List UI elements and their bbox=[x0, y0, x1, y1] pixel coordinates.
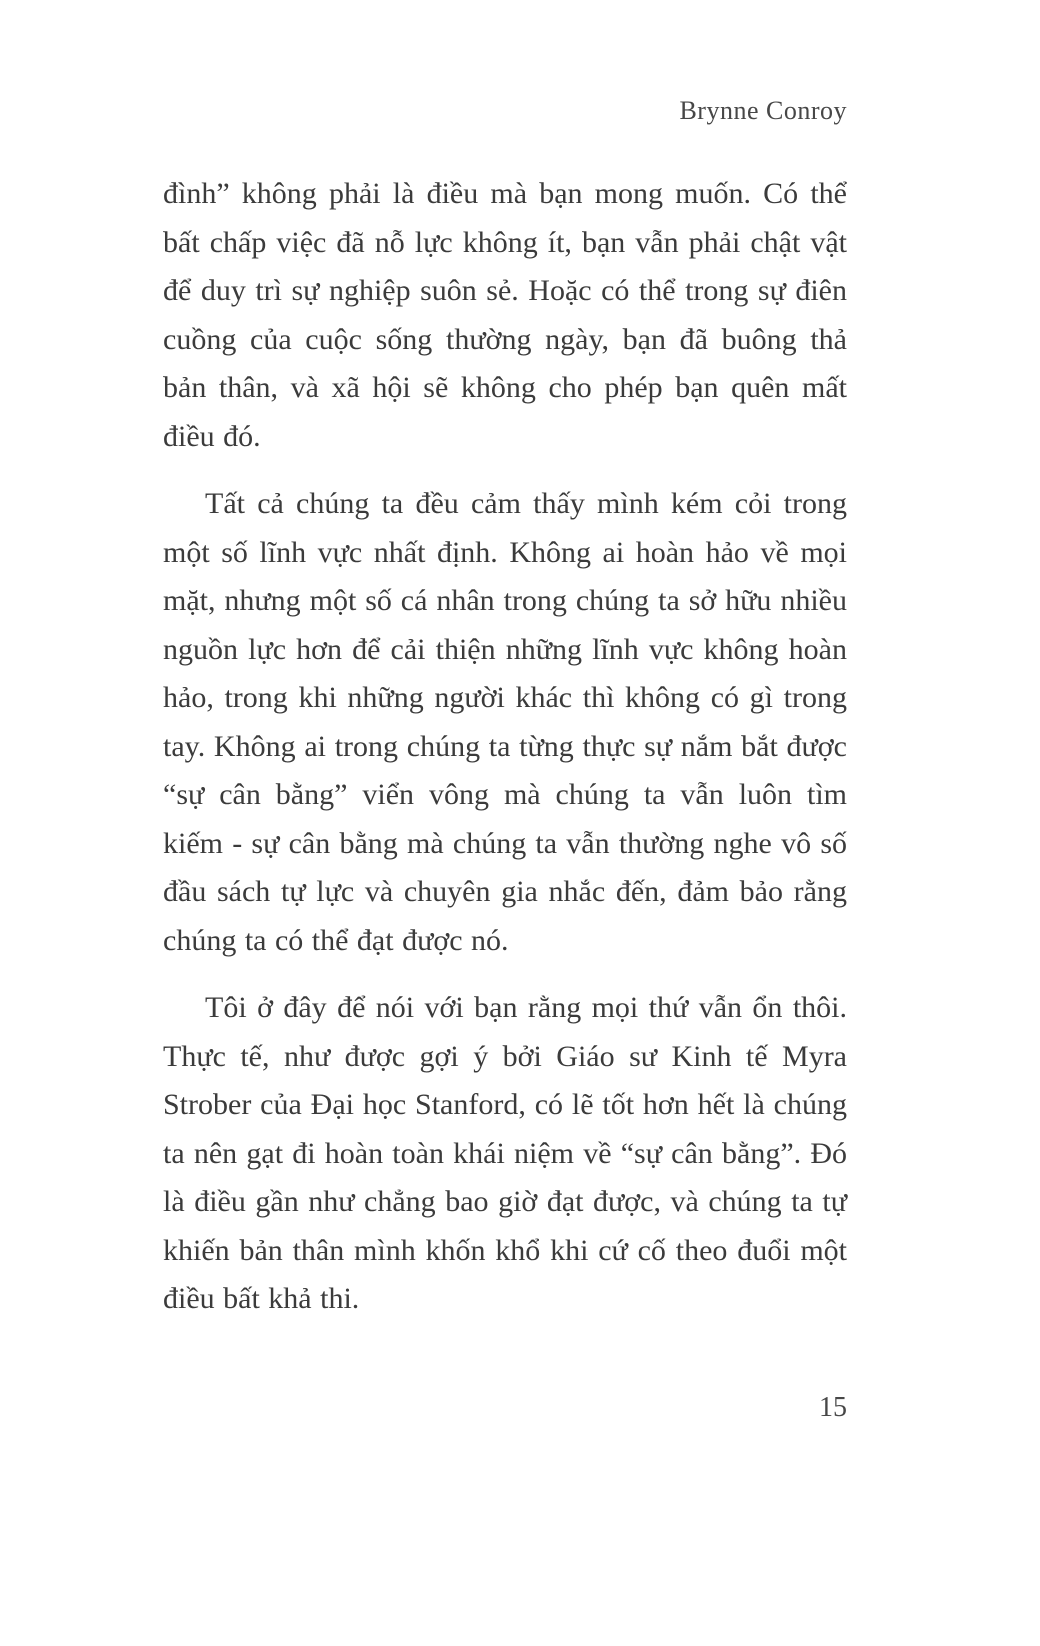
body-paragraph: đình” không phải là điều mà bạn mong muốn. Có thể bất chấp việc đã nỗ lực không ít, bạn vẫn phải chật vật để duy trì sự nghiệp suôn sẻ. Hoặc có thể trong sự điên cuồng của cuộc sống thường ngày, bạn đã buông thả bản thân, và xã hội sẽ không cho phép bạn quên mất điều đó. bbox=[163, 177, 847, 453]
running-header-author: Brynne Conroy bbox=[679, 96, 847, 125]
body-text bbox=[163, 170, 847, 1324]
text-block bbox=[163, 96, 847, 1343]
body-paragraph: Tôi ở đây để nói với bạn rằng mọi thứ vẫn ổn thôi. Thực tế, như được gợi ý bởi Giáo sư Kinh tế Myra Strober của Đại học Stanford, có lẽ tốt hơn hết là chúng ta nên gạt đi hoàn toàn khái niệm về “sự cân bằng”. Đó là điều gần như chẳng bao giờ đạt được, và chúng ta tự khiến bản thân mình khốn khổ khi cứ cố theo đuổi một điều bất khả thi. bbox=[163, 991, 847, 1315]
body-paragraph: Tất cả chúng ta đều cảm thấy mình kém cỏi trong một số lĩnh vực nhất định. Không ai hoàn hảo về mọi mặt, nhưng một số cá nhân trong chúng ta sở hữu nhiều nguồn lực hơn để cải thiện những lĩnh vực không hoàn hảo, trong khi những người khác thì không có gì trong tay. Không ai trong chúng ta từng thực sự nắm bắt được “sự cân bằng” viển vông mà chúng ta vẫn luôn tìm kiếm - sự cân bằng mà chúng ta vẫn thường nghe vô số đầu sách tự lực và chuyên gia nhắc đến, đảm bảo rằng chúng ta có thể đạt được nó. bbox=[163, 487, 847, 957]
page-number: 15 bbox=[819, 1392, 847, 1423]
